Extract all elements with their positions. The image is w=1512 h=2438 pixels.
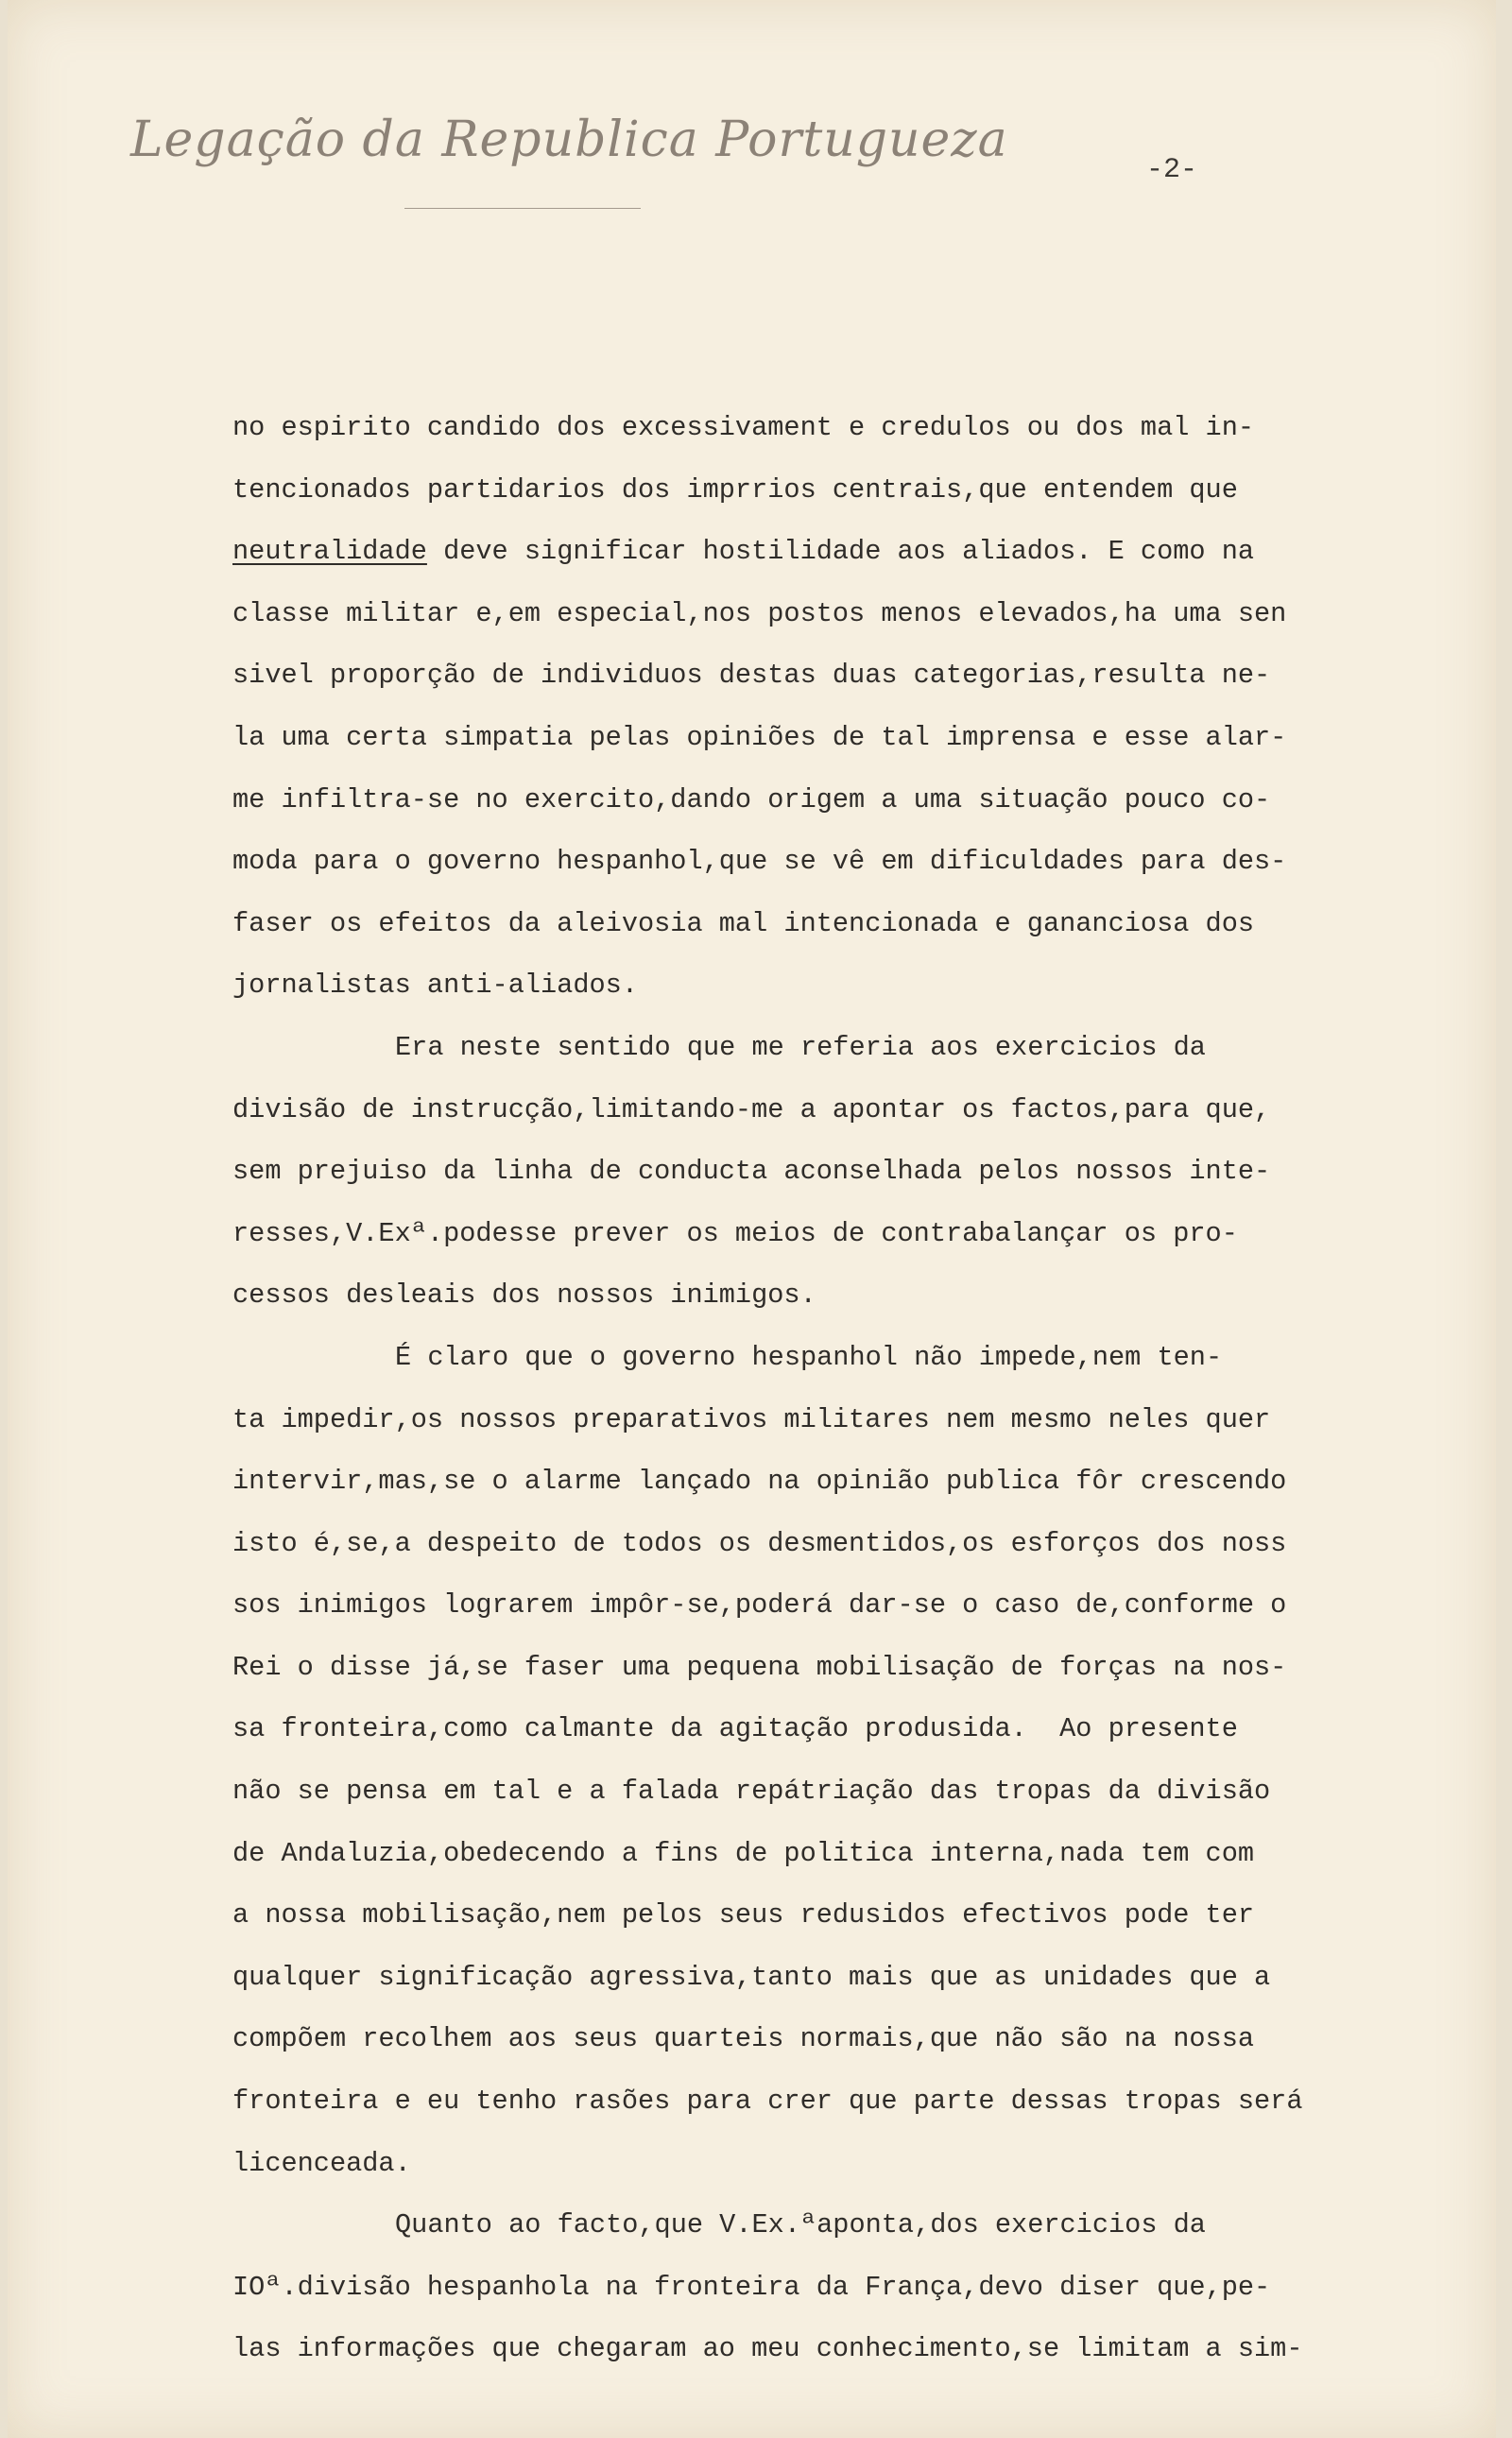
text-line <box>232 1637 1489 1699</box>
line-text: de Andaluzia,obedecendo a fins de politica interna,nada tem com <box>232 1837 1255 1869</box>
text-line <box>232 2070 1489 2133</box>
line-text: las informações que chegaram ao meu conhecimento,se limitam a sim- <box>232 2333 1303 2365</box>
line-text: ta impedir,os nossos preparativos militares nem mesmo neles quer <box>232 1403 1271 1435</box>
line-text: É claro que o governo hespanhol não impede,nem ten- <box>395 1341 1223 1373</box>
text-line <box>232 2318 1489 2380</box>
line-text: a nossa mobilisação,nem pelos seus redusidos efectivos pode ter <box>232 1899 1255 1932</box>
line-text: sos inimigos lograrem impôr-se,poderá dar-se o caso de,conforme o <box>232 1589 1287 1622</box>
line-text: no espirito candido dos excessivament e credulos ou dos mal in- <box>232 412 1255 443</box>
text-line <box>232 1017 1489 1079</box>
line-text: cessos desleais dos nossos inimigos. <box>232 1279 816 1312</box>
line-text: sem prejuiso da linha de conducta aconselhada pelos nossos inte- <box>232 1156 1271 1188</box>
line-text: me infiltra-se no exercito,dando origem a uma situação pouco co- <box>232 783 1271 816</box>
text-line <box>232 459 1489 522</box>
text-line <box>232 1698 1489 1760</box>
line-text: divisão de instrucção,limitando-me a apontar os factos,para que, <box>232 1093 1271 1125</box>
text-line <box>232 2008 1489 2070</box>
text-line <box>232 707 1489 769</box>
line-text: isto é,se,a despeito de todos os desmentidos,os esforços dos noss <box>232 1527 1287 1559</box>
line-text: sivel proporção de individuos destas duas categorias,resulta ne- <box>232 660 1271 692</box>
line-text: IOª.divisão hespanhola na fronteira da França,devo diser que,pe- <box>232 2271 1271 2303</box>
document-page <box>8 0 1496 2438</box>
line-text: Quanto ao facto,que V.Ex.ªaponta,dos exercicios da <box>395 2209 1206 2241</box>
letterhead-divider <box>404 208 641 209</box>
line-text: Era neste sentido que me referia aos exercicios da <box>395 1031 1206 1063</box>
line-text: não se pensa em tal e a falada repátriação das tropas da divisão <box>232 1776 1271 1808</box>
text-line <box>232 397 1489 459</box>
line-text: Rei o disse já,se faser uma pequena mobilisação de forças na nos- <box>232 1651 1287 1683</box>
line-text: licenceada. <box>232 2147 411 2179</box>
text-line <box>232 2133 1489 2195</box>
text-line <box>232 769 1489 832</box>
line-text: deve significar hostilidade aos aliados. E como na <box>426 536 1255 568</box>
text-line <box>232 1327 1489 1389</box>
line-text: resses,V.Exª.podesse prever os meios de contrabalançar os pro- <box>232 1217 1238 1249</box>
line-text: fronteira e eu tenho rasões para crer que parte dessas tropas será <box>232 2086 1303 2118</box>
line-text: classe militar e,em especial,nos postos menos elevados,ha uma sen <box>232 597 1287 629</box>
text-line <box>232 2194 1489 2257</box>
line-text: compõem recolhem aos seus quarteis normais,que não são na nossa <box>232 2023 1255 2055</box>
line-text: la uma certa simpatia pelas opiniões de tal imprensa e esse alar- <box>232 721 1287 753</box>
text-line <box>232 1203 1489 1265</box>
underlined-word: neutralidade <box>232 536 427 568</box>
letterhead-title: Legação da Republica Portugueza <box>130 112 1008 168</box>
text-line <box>232 644 1489 707</box>
text-line <box>232 831 1489 893</box>
text-line <box>232 521 1489 583</box>
text-line <box>232 1264 1489 1327</box>
line-text: jornalistas anti-aliados. <box>232 970 638 1002</box>
text-line <box>232 2257 1489 2319</box>
line-text: faser os efeitos da aleivosia mal intencionada e gananciosa dos <box>232 907 1255 939</box>
text-line <box>232 1513 1489 1575</box>
line-text: sa fronteira,como calmante da agitação produsida. Ao presente <box>232 1713 1238 1745</box>
letter-body <box>232 397 1489 2380</box>
text-line <box>232 1389 1489 1451</box>
text-line <box>232 1141 1489 1203</box>
page-number: -2- <box>1146 154 1198 186</box>
text-line <box>232 1823 1489 1885</box>
line-text: moda para o governo hespanhol,que se vê em dificuldades para des- <box>232 846 1287 878</box>
text-line <box>232 954 1489 1017</box>
text-line <box>232 583 1489 645</box>
line-text: qualquer significação agressiva,tanto mais que as unidades que a <box>232 1961 1271 1993</box>
text-line <box>232 1574 1489 1637</box>
text-line <box>232 1884 1489 1947</box>
text-line <box>232 1451 1489 1513</box>
text-line <box>232 1947 1489 2009</box>
text-line <box>232 893 1489 955</box>
line-text: intervir,mas,se o alarme lançado na opinião publica fôr crescendo <box>232 1466 1287 1498</box>
text-line <box>232 1760 1489 1823</box>
line-text: tencionados partidarios dos imprrios centrais,que entendem que <box>232 473 1238 506</box>
text-line <box>232 1079 1489 1142</box>
